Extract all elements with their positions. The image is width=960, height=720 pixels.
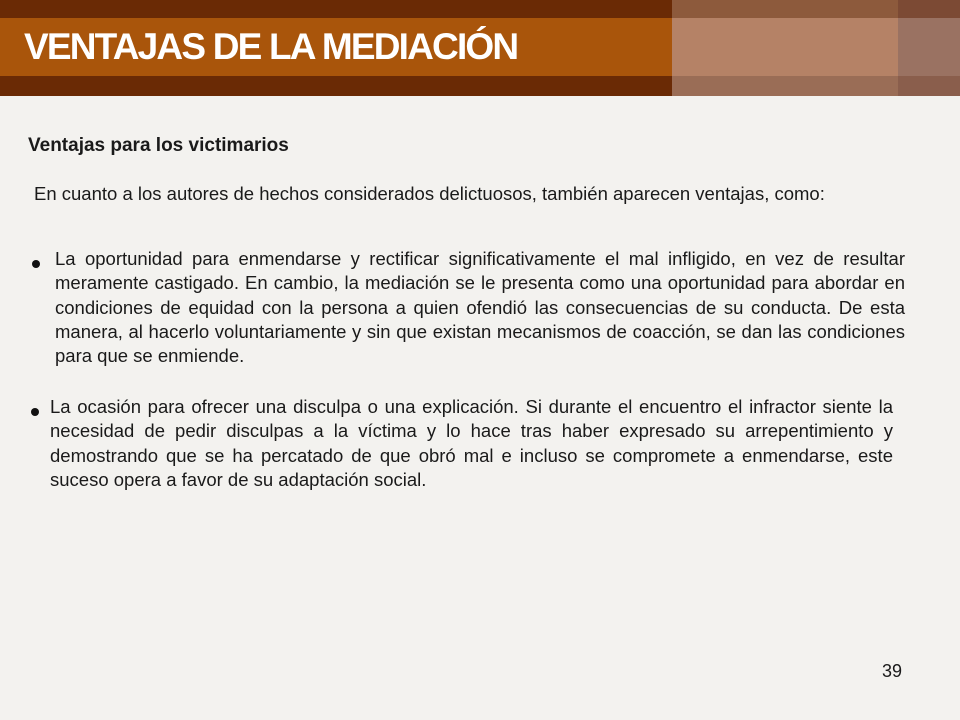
section-subtitle: Ventajas para los victimarios <box>28 135 289 156</box>
page-title: VENTAJAS DE LA MEDIACIÓN <box>24 26 518 67</box>
intro-paragraph: En cuanto a los autores de hechos considerados delictuosos, también aparecen ventajas, como: <box>34 183 825 204</box>
bullet-text: La oportunidad para enmendarse y rectificar significativamente el mal infligido, en vez de resultar meramente castigado. En cambio, la mediación se le presenta como una oportunidad para abordar en condiciones de equidad con la persona a quien ofendió las consecuencias de su conducta. De esta manera, al hacerlo voluntariamente y sin que existan mecanismos de coacción, se dan las condiciones para que se enmiende. <box>55 248 905 367</box>
decorative-block <box>672 18 898 76</box>
bullet-dot-icon <box>31 408 39 416</box>
bullet-dot-icon <box>32 260 40 268</box>
decorative-block <box>898 76 960 96</box>
decorative-block <box>898 0 960 18</box>
decorative-block <box>898 18 960 76</box>
bullet-item-2 <box>50 395 893 492</box>
page-number: 39 <box>882 661 903 681</box>
bullet-text: La ocasión para ofrecer una disculpa o una explicación. Si durante el encuentro el infractor siente la necesidad de pedir disculpas a la víctima y lo hace tras haber expresado su arrepentimiento y demostrando que se ha percatado de que obró mal e incluso se compromete a enmendarse, este suceso opera a favor de su adaptación social. <box>50 396 893 490</box>
decorative-block <box>672 76 898 96</box>
decorative-block <box>672 0 898 18</box>
header-bar <box>0 0 960 96</box>
bullet-item-1 <box>55 247 905 368</box>
